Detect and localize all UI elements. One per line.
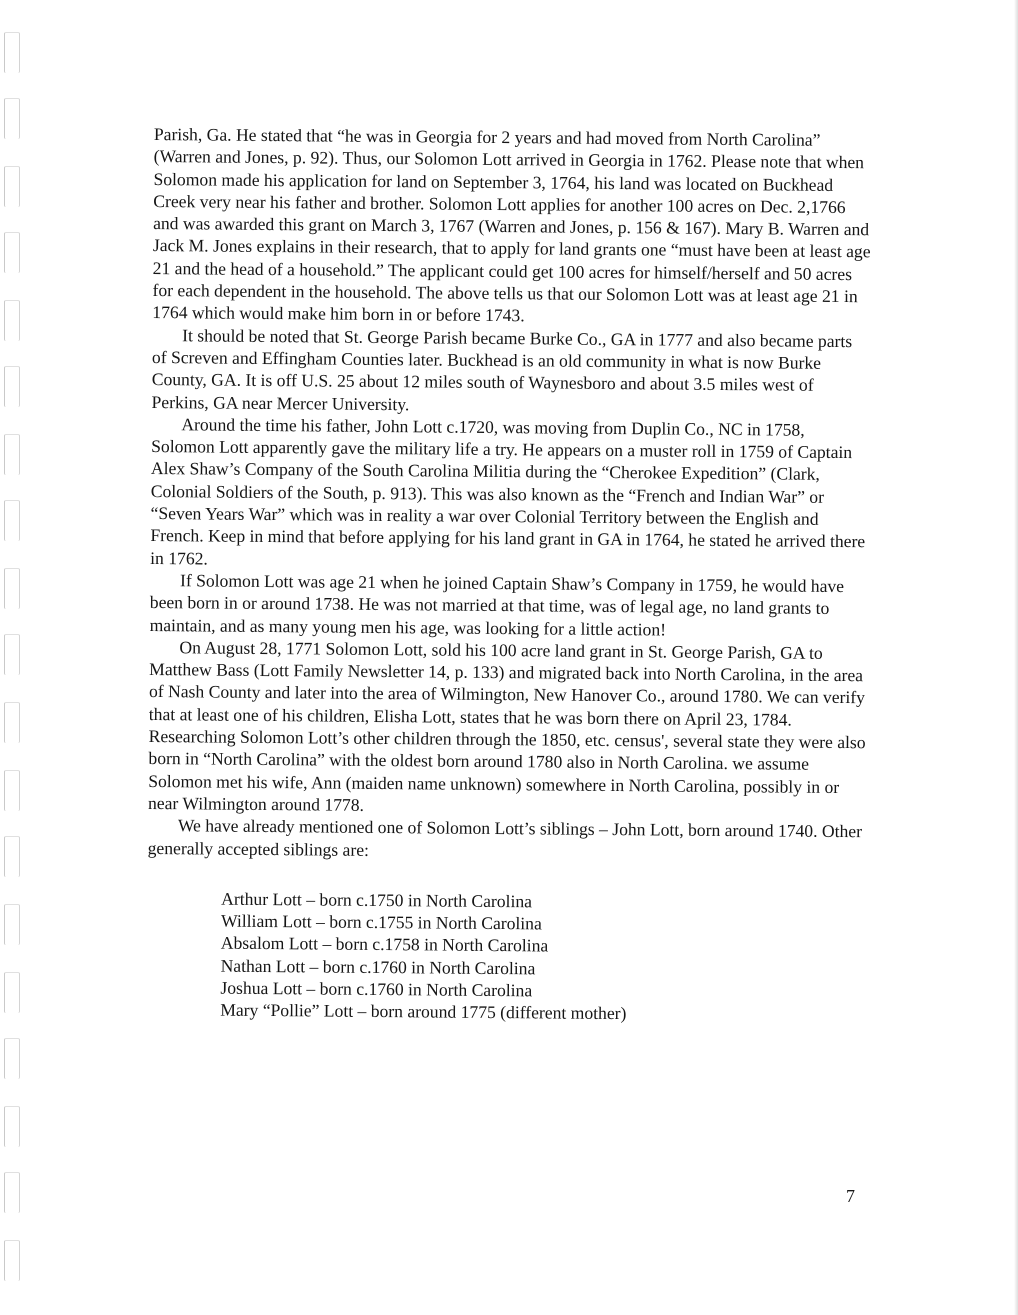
sibling-entry: William Lott – born c.1755 in North Carolina bbox=[220, 910, 542, 934]
binder-mark bbox=[4, 166, 20, 207]
binder-mark bbox=[4, 1038, 20, 1079]
binder-mark bbox=[4, 32, 20, 73]
binder-mark bbox=[4, 568, 20, 609]
paragraph: Parish, Ga. He stated that “he was in Georgia for 2 years and had moved from North Carolina” (Warren and Jones, p. 92). Thus, our Solomon Lott arrived in Georgia in 1762. Please note that when Solomon made his application for land on September 3, 1764, his land was located on Buckhead Creek very near his father and brother. Solomon Lott applies for another 100 acres on Dec. 2,1766 and was awarded this grant on March 3, 1767 (Warren and Jones, p. 156 & 167). Mary B. Warren and Jack M. Jones explains in their research, that to apply for land grants one “must have been at least age 21 and the head of a household.” The applicant could get 100 acres for himself/herself and 50 acres for each dependent in the household. The above tells us that our Solomon Lott was at least age 21 in 1764 which would make him born in or before 1743. bbox=[152, 123, 871, 326]
paragraph: It should be noted that St. George Parish became Burke Co., GA in 1777 and also became parts of Screven and Effingham Counties later. Buckhead is an old community in what is now Burke County, GA. It is off U.S. 25 about 12 miles south of Waynesboro and about 3.5 miles west of Perkins, GA near Mercer University. bbox=[151, 324, 853, 414]
sibling-entry: Absalom Lott – born c.1758 in North Carolina bbox=[220, 933, 549, 956]
binder-mark bbox=[4, 300, 20, 341]
binder-mark bbox=[4, 634, 20, 675]
binder-mark bbox=[4, 1106, 20, 1147]
sibling-entry: Mary “Pollie” Lott – born around 1775 (different mother) bbox=[220, 999, 627, 1024]
binder-mark bbox=[4, 836, 20, 877]
binder-mark bbox=[4, 1240, 20, 1281]
binder-mark bbox=[4, 972, 20, 1013]
binder-mark bbox=[4, 232, 20, 273]
body-text bbox=[146, 123, 872, 1027]
sibling-entry: Joshua Lott – born c.1760 in North Carolina bbox=[220, 977, 533, 1001]
sibling-entry: Arthur Lott – born c.1750 in North Carolina bbox=[221, 888, 533, 912]
paragraph: Around the time his father, John Lott c.1720, was moving from Duplin Co., NC in 1758, Solomon Lott apparently gave the military life a try. He appears on a muster roll in 1759 of Captain Alex Shaw’s Company of the South Carolina Militia during the “Cherokee Expedition” (Clark, Colonial Soldiers of the South, p. 913). This was also known as the “French and Indian War” or “Seven Years War” which was in reality a war over Colonial Territory between the English and French. Keep in mind that before applying for his land grant in GA in 1764, he stated he arrived there in 1762. bbox=[150, 414, 866, 569]
page-number: 7 bbox=[846, 1186, 855, 1206]
binder-mark bbox=[4, 366, 20, 407]
sibling-entry: Nathan Lott – born c.1760 in North Carolina bbox=[220, 955, 536, 979]
binder-mark bbox=[4, 1172, 20, 1213]
binder-mark bbox=[4, 702, 20, 743]
page-edge-shadow bbox=[1014, 0, 1018, 1315]
paragraph: On August 28, 1771 Solomon Lott, sold his 100 acre land grant in St. George Parish, GA to Matthew Bass (Lott Family Newsletter 14, p. 133) and migrated back into North Carolina, in the area of Nash County and later into the area of Wilmington, New Hanover Co., around 1780. We can verify that at least one of his children, Elisha Lott, states that he was born there on April 23, 1784. Researching Solomon Lott’s other children through the 1850, etc. census', several state they were also born in “North Carolina” with the oldest born around 1780 also in North Carolina. we assume Solomon met his wife, Ann (maiden name unknown) somewhere in North Carolina, possibly in or near Wilmington around 1778. bbox=[147, 637, 866, 815]
paragraph: If Solomon Lott was age 21 when he joined Captain Shaw’s Company in 1759, he would have been born in or around 1738. He was not married at that time, was of legal age, no land grants to maintain, and as many young men his age, was looking for a little action! bbox=[149, 570, 845, 640]
binder-mark bbox=[4, 98, 20, 139]
binder-hole-marks bbox=[4, 20, 26, 1310]
binder-mark bbox=[4, 904, 20, 945]
binder-mark bbox=[4, 434, 20, 475]
binder-mark bbox=[4, 500, 20, 541]
paragraph: We have already mentioned one of Solomon Lott’s siblings – John Lott, born around 1740. Other generally accepted siblings are: bbox=[147, 815, 863, 860]
siblings-list bbox=[220, 887, 865, 1026]
binder-mark bbox=[4, 770, 20, 811]
